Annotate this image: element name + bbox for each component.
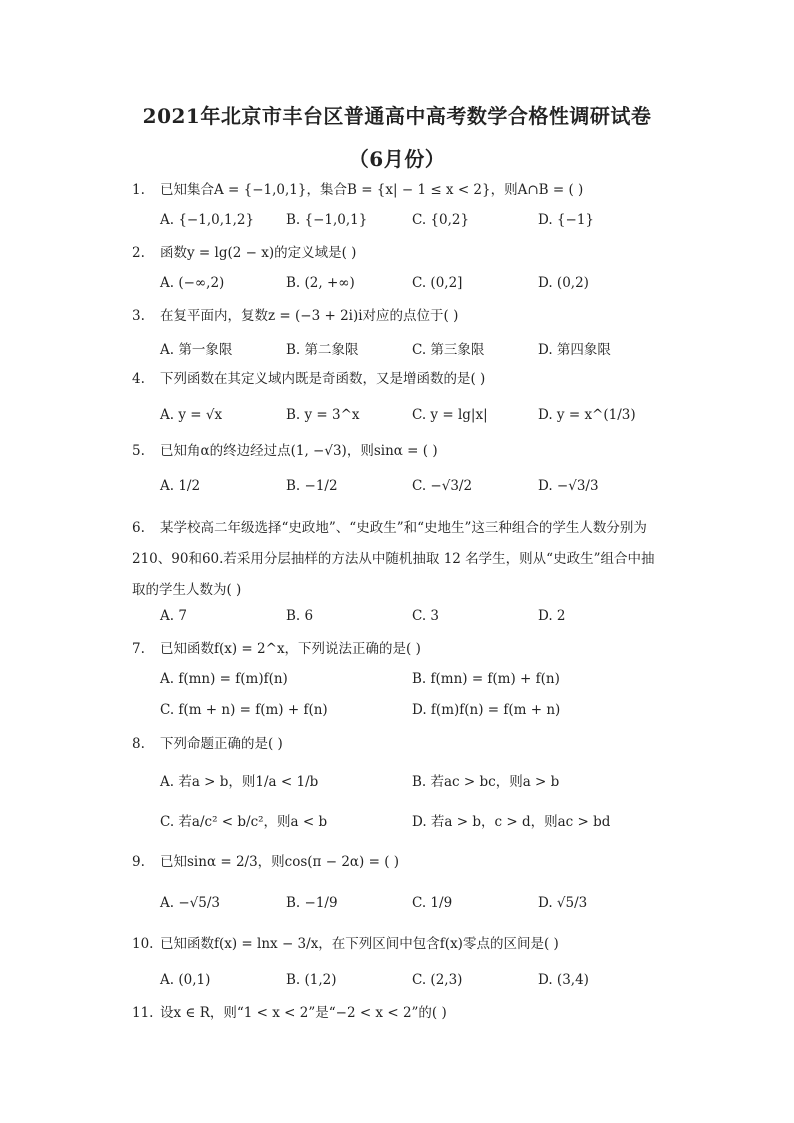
question-stem: 在复平面内，复数z = (−3 + 2i)i对应的点位于( ) [160, 308, 459, 324]
option-d: D. (0,2) [538, 275, 589, 291]
question-number: 6. [132, 520, 145, 536]
option-c: C. (0,2] [412, 275, 463, 291]
option-b: B. 若ac > bc，则a > b [412, 774, 560, 790]
option-a: A. f(mn) = f(m)f(n) [160, 671, 288, 687]
question-6 [132, 513, 664, 606]
exam-title: 2021年北京市丰台区普通高中高考数学合格性调研试卷 [142, 104, 652, 128]
question-5 [132, 441, 438, 461]
question-stem: 已知函数f(x) = 2^x，下列说法正确的是( ) [160, 641, 421, 657]
question-stem: 已知集合A = {−1,0,1}，集合B = {x| − 1 ≤ x < 2}，则A∩B = ( ) [160, 182, 584, 198]
option-b: B. −1/2 [286, 478, 338, 494]
option-b: B. (2, +∞) [286, 275, 355, 291]
options-5 [160, 478, 660, 500]
option-a: A. {−1,0,1,2} [160, 212, 255, 228]
option-d: D. f(m)f(n) = f(m + n) [412, 702, 561, 718]
options-1 [160, 212, 660, 234]
option-a: A. (−∞,2) [160, 275, 225, 291]
question-3 [132, 306, 458, 326]
question-number: 7. [132, 641, 145, 657]
options-2 [160, 275, 660, 297]
option-b: B. −1/9 [286, 895, 338, 911]
question-stem: 已知函数f(x) = lnx − 3/x，在下列区间中包含f(x)零点的区间是( ) [160, 936, 559, 952]
options-9 [160, 895, 660, 917]
option-d: D. √5/3 [538, 895, 588, 911]
option-c: C. y = lg|x| [412, 407, 488, 423]
option-a: A. 若a > b，则1/a < 1/b [160, 774, 319, 790]
question-10 [132, 934, 559, 954]
option-a: A. y = √x [160, 407, 223, 423]
option-a: A. 第一象限 [160, 342, 233, 358]
option-b: B. 第二象限 [286, 342, 359, 358]
option-d: D. (3,4) [538, 972, 589, 988]
option-c: C. (2,3) [412, 972, 463, 988]
option-d: D. y = x^(1/3) [538, 407, 636, 423]
question-number: 4. [132, 371, 145, 387]
question-number: 11. [132, 1005, 154, 1021]
option-c: C. 第三象限 [412, 342, 485, 358]
option-b: B. y = 3^x [286, 407, 360, 423]
options-7-row1 [160, 671, 660, 693]
option-d: D. −√3/3 [538, 478, 599, 494]
question-number: 8. [132, 736, 145, 752]
question-stem: 函数y = lg(2 − x)的定义域是( ) [160, 245, 357, 261]
question-number: 10. [132, 936, 154, 952]
question-stem: 已知sinα = 2/3，则cos(π − 2α) = ( ) [160, 854, 400, 870]
options-4 [160, 407, 660, 429]
options-7-row2 [160, 702, 660, 724]
question-11 [132, 1003, 447, 1023]
question-stem: 某学校高二年级选择“史政地”、“史政生”和“史地生”这三种组合的学生人数分别为 210、90和60.若采用分层抽样的方法从中随机抽取 12 名学生，则从“史政生”组合中抽取的学生人数为( ) [132, 520, 655, 598]
question-number: 9. [132, 854, 145, 870]
question-9 [132, 852, 399, 872]
option-c: C. 1/9 [412, 895, 453, 911]
option-a: A. 7 [160, 608, 187, 624]
option-d: D. {−1} [538, 212, 595, 228]
option-a: A. (0,1) [160, 972, 211, 988]
question-stem: 已知角α的终边经过点(1, −√3)，则sinα = ( ) [160, 443, 438, 459]
option-b: B. 6 [286, 608, 314, 624]
question-stem: 设x ∈ R，则“1 < x < 2”是“−2 < x < 2”的( ) [160, 1005, 447, 1021]
option-b: B. (1,2) [286, 972, 337, 988]
option-a: A. −√5/3 [160, 895, 220, 911]
option-b: B. {−1,0,1} [286, 212, 368, 228]
question-4 [132, 369, 485, 389]
options-8-row1 [160, 770, 660, 792]
option-a: A. 1/2 [160, 478, 201, 494]
option-c: C. 若a/c² < b/c²，则a < b [160, 814, 328, 830]
option-c: C. −√3/2 [412, 478, 473, 494]
question-number: 2. [132, 245, 145, 261]
question-7 [132, 639, 421, 659]
option-d: D. 第四象限 [538, 342, 611, 358]
option-b: B. f(mn) = f(m) + f(n) [412, 671, 560, 687]
option-c: C. 3 [412, 608, 440, 624]
question-number: 1. [132, 182, 145, 198]
options-6 [160, 608, 660, 630]
option-d: D. 2 [538, 608, 566, 624]
question-number: 5. [132, 443, 145, 459]
options-3 [160, 338, 660, 360]
question-8 [132, 734, 283, 754]
question-stem: 下列命题正确的是( ) [160, 736, 283, 752]
options-8-row2 [160, 810, 660, 832]
option-c: C. {0,2} [412, 212, 470, 228]
question-1 [132, 180, 583, 200]
question-number: 3. [132, 308, 145, 324]
question-2 [132, 243, 356, 263]
options-10 [160, 972, 660, 994]
question-stem: 下列函数在其定义域内既是奇函数，又是增函数的是( ) [160, 371, 486, 387]
exam-subtitle: （6月份） [348, 147, 446, 171]
option-c: C. f(m + n) = f(m) + f(n) [160, 702, 328, 718]
option-d: D. 若a > b，c > d，则ac > bd [412, 814, 611, 830]
